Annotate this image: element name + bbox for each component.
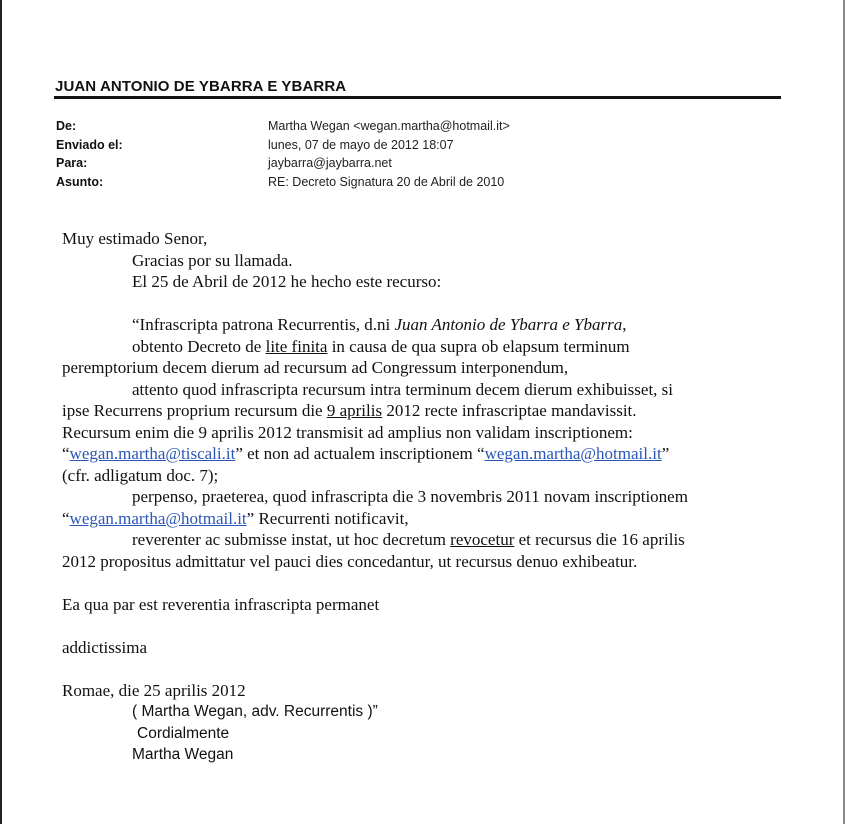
sender-signature: Martha Wegan [132, 746, 234, 763]
subject-value: RE: Decreto Signatura 20 de Abril de 2010 [268, 175, 505, 189]
appeal-line-9: perpenso, praeterea, quod infrascripta die 3 novembris 2011 novam inscriptionem [132, 487, 688, 506]
appeal-line-2: obtento Decreto de lite finita in causa de qua supra ob elapsum terminum [132, 336, 630, 356]
from-label: De: [56, 119, 77, 133]
appeal-line-1: “Infrascripta patrona Recurrentis, d.ni Juan Antonio de Ybarra e Ybarra, [132, 315, 627, 334]
from-value: Martha Wegan <wegan.martha@hotmail.it> [268, 119, 510, 133]
to-value: jaybarra@jaybarra.net [268, 156, 392, 170]
appeal-line-8: (cfr. adligatum doc. 7); [62, 465, 219, 485]
appeal-line-7: “wegan.martha@tiscali.it” et non ad actualem inscriptionem “wegan.martha@hotmail.it” [62, 444, 670, 463]
closing-line-1: Ea qua par est reverentia infrascripta permanet [62, 594, 380, 614]
thanks-line: Gracias por su llamada. [132, 250, 293, 270]
email-link-hotmail[interactable]: wegan.martha@hotmail.it [484, 444, 662, 463]
email-link-tiscali[interactable]: wegan.martha@tiscali.it [69, 444, 236, 463]
greeting: Muy estimado Senor, [62, 229, 208, 248]
sent-label: Enviado el: [56, 138, 123, 152]
to-label: Para: [56, 156, 88, 170]
recipient-name-header: JUAN ANTONIO DE YBARRA E YBARRA [55, 78, 347, 95]
cordial-closing: Cordialmente [137, 724, 230, 742]
sent-value: lunes, 07 de mayo de 2012 18:07 [268, 138, 454, 152]
closing-line-2: addictissima [62, 637, 147, 657]
appeal-line-4: attento quod infrascripta recursum intra terminum decem dierum exhibuisset, si [132, 379, 674, 399]
client-name: Juan Antonio de Ybarra e Ybarra [394, 315, 623, 334]
header-rule [54, 96, 781, 99]
place-date: Romae, die 25 aprilis 2012 [62, 680, 246, 700]
subject-label: Asunto: [56, 175, 104, 189]
signature-paren: ( Martha Wegan, adv. Recurrentis )” [132, 703, 378, 720]
appeal-line-11: reverenter ac submisse instat, ut hoc decretum revocetur et recursus die 16 aprilis [132, 530, 685, 549]
appeal-line-12: 2012 propositus admittatur vel pauci dies concedantur, ut recursus denuo exhibeatur. [62, 551, 638, 571]
appeal-line-3: peremptorium decem dierum ad recursum ad Congressum interponendum, [62, 358, 569, 377]
email-body [62, 228, 782, 766]
appeal-line-5: ipse Recurrens proprium recursum die 9 aprilis 2012 recte infrascriptae mandavissit. [62, 401, 637, 420]
appeal-line-6: Recursum enim die 9 aprilis 2012 transmisit ad amplius non validam inscriptionem: [62, 422, 633, 442]
intro-line: El 25 de Abril de 2012 he hecho este recurso: [132, 272, 442, 291]
appeal-line-10: “wegan.martha@hotmail.it” Recurrenti notificavit, [62, 508, 409, 528]
email-link-hotmail-2[interactable]: wegan.martha@hotmail.it [69, 508, 247, 528]
